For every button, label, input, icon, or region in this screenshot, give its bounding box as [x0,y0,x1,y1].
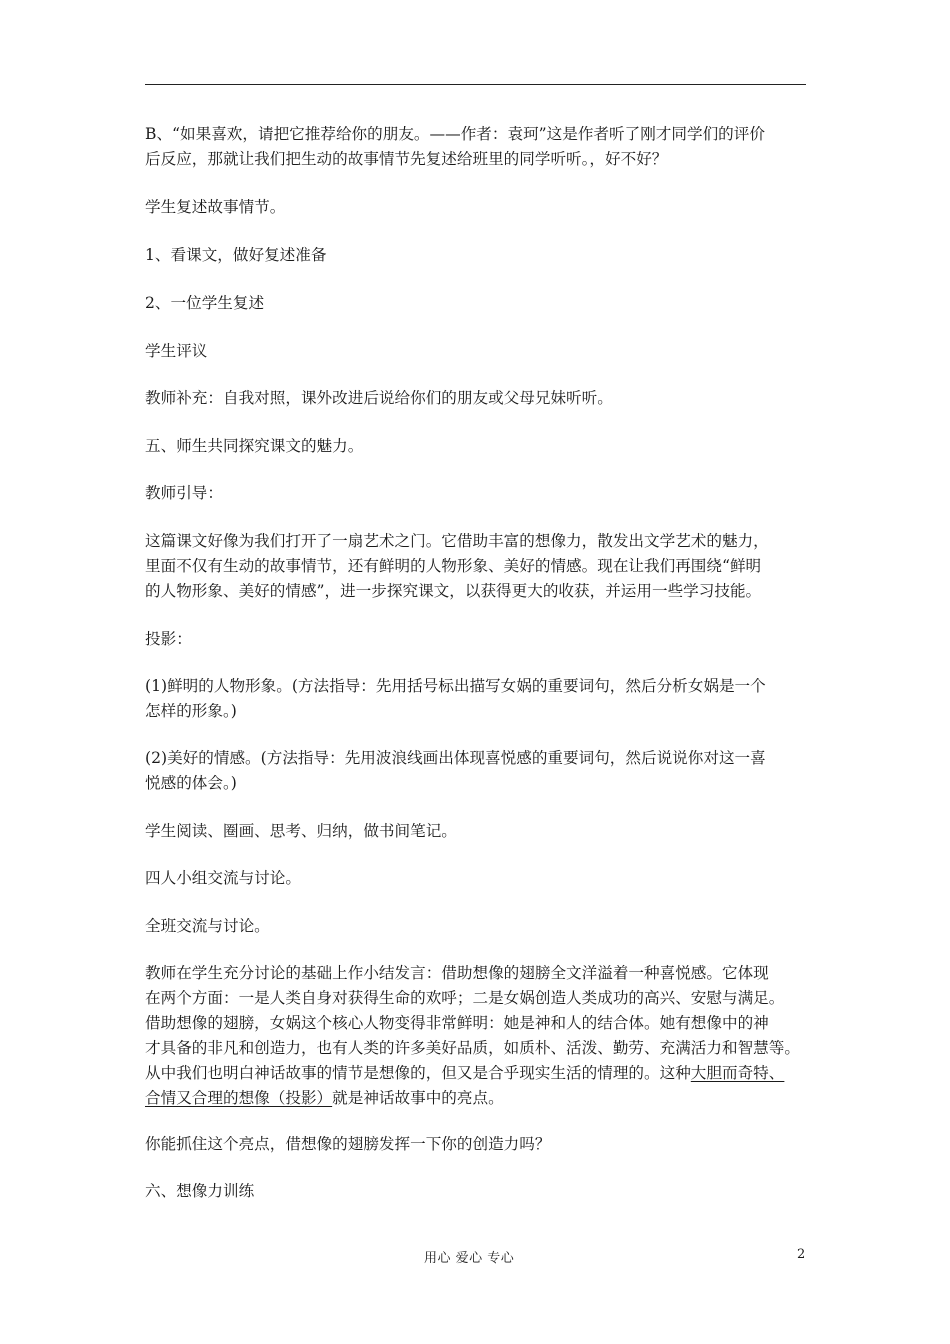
paragraph-teacher-supplement: 教师补充：自我对照，课外改进后说给你们的朋友或父母兄妹听听。 [145,389,613,407]
header-rule [145,84,806,85]
paragraph-art-gate: 这篇课文好像为我们打开了一扇艺术之门。它借助丰富的想像力，散发出文学艺术的魅力， 里面不仅有生动的故事情节，还有鲜明的人物形象、美好的情感。现在让我们再围绕“鲜明 的人物形象、美好的情感”，进一步探究课文，以获得更大的收获，并运用一些学习技能。 [145,532,769,600]
paragraph-projection: 投影： [145,630,192,648]
list-item-2: 2、一位学生复述 [145,294,265,312]
list-item-1: 1、看课文，做好复述准备 [145,246,327,264]
underlined-phrase: 合情又合理的想像（投影） [145,1089,333,1107]
page-number: 2 [797,1247,806,1262]
section-heading-six: 六、想像力训练 [145,1182,255,1200]
paragraph-teacher-guide: 教师引导： [145,484,223,502]
footer-motto: 用心 爱心 专心 [424,1251,515,1266]
paragraph-class-discussion: 全班交流与讨论。 [145,917,270,935]
paragraph-group-discussion: 四人小组交流与讨论。 [145,869,301,887]
paragraph-recommend: B、“如果喜欢，请把它推荐给你的朋友。——作者：袁珂”这是作者听了刚才同学们的评价 后反应，那就让我们把生动的故事情节先复述给班里的同学听听。，好不好？ [145,125,765,168]
underlined-phrase: 大胆而奇特、 [690,1064,785,1082]
paragraph-student-review: 学生评议 [145,342,208,360]
paragraph-creativity-question: 你能抓住这个亮点，借想像的翅膀发挥一下你的创造力吗？ [145,1135,551,1153]
paragraph-good-emotion: (2)美好的情感。(方法指导：先用波浪线画出体现喜悦感的重要词句，然后说说你对这一喜 悦感的体会。) [145,749,766,792]
section-heading-five: 五、师生共同探究课文的魅力。 [145,437,364,455]
paragraph-student-reading: 学生阅读、圈画、思考、归纳，做书间笔记。 [145,822,457,840]
paragraph-character-image: (1)鲜明的人物形象。(方法指导：先用括号标出描写女娲的重要词句，然后分析女娲是一个 怎样的形象。) [145,677,766,720]
paragraph-teacher-summary: 教师在学生充分讨论的基础上作小结发言：借助想像的翅膀全文洋溢着一种喜悦感。它体现 在两个方面：一是人类自身对获得生命的欢呼；二是女娲创造人类成功的高兴、安慰与满足。 借助想像的翅膀，女娲这个核心人物变得非常鲜明：她是神和人的结合体。她有想像中的神 才具备的非凡和创造力，也有人类的许多美好品质，如质朴、活泼、勤劳、充满活力和智慧等。 从中我们也明白神话故事的情节是想像的，但又是合乎现实生活的情理的。这种大胆而奇特、 合情又合理的想像（投影）就是神话故事中的亮点。 [145,964,800,1107]
paragraph-retell: 学生复述故事情节。 [145,198,286,216]
